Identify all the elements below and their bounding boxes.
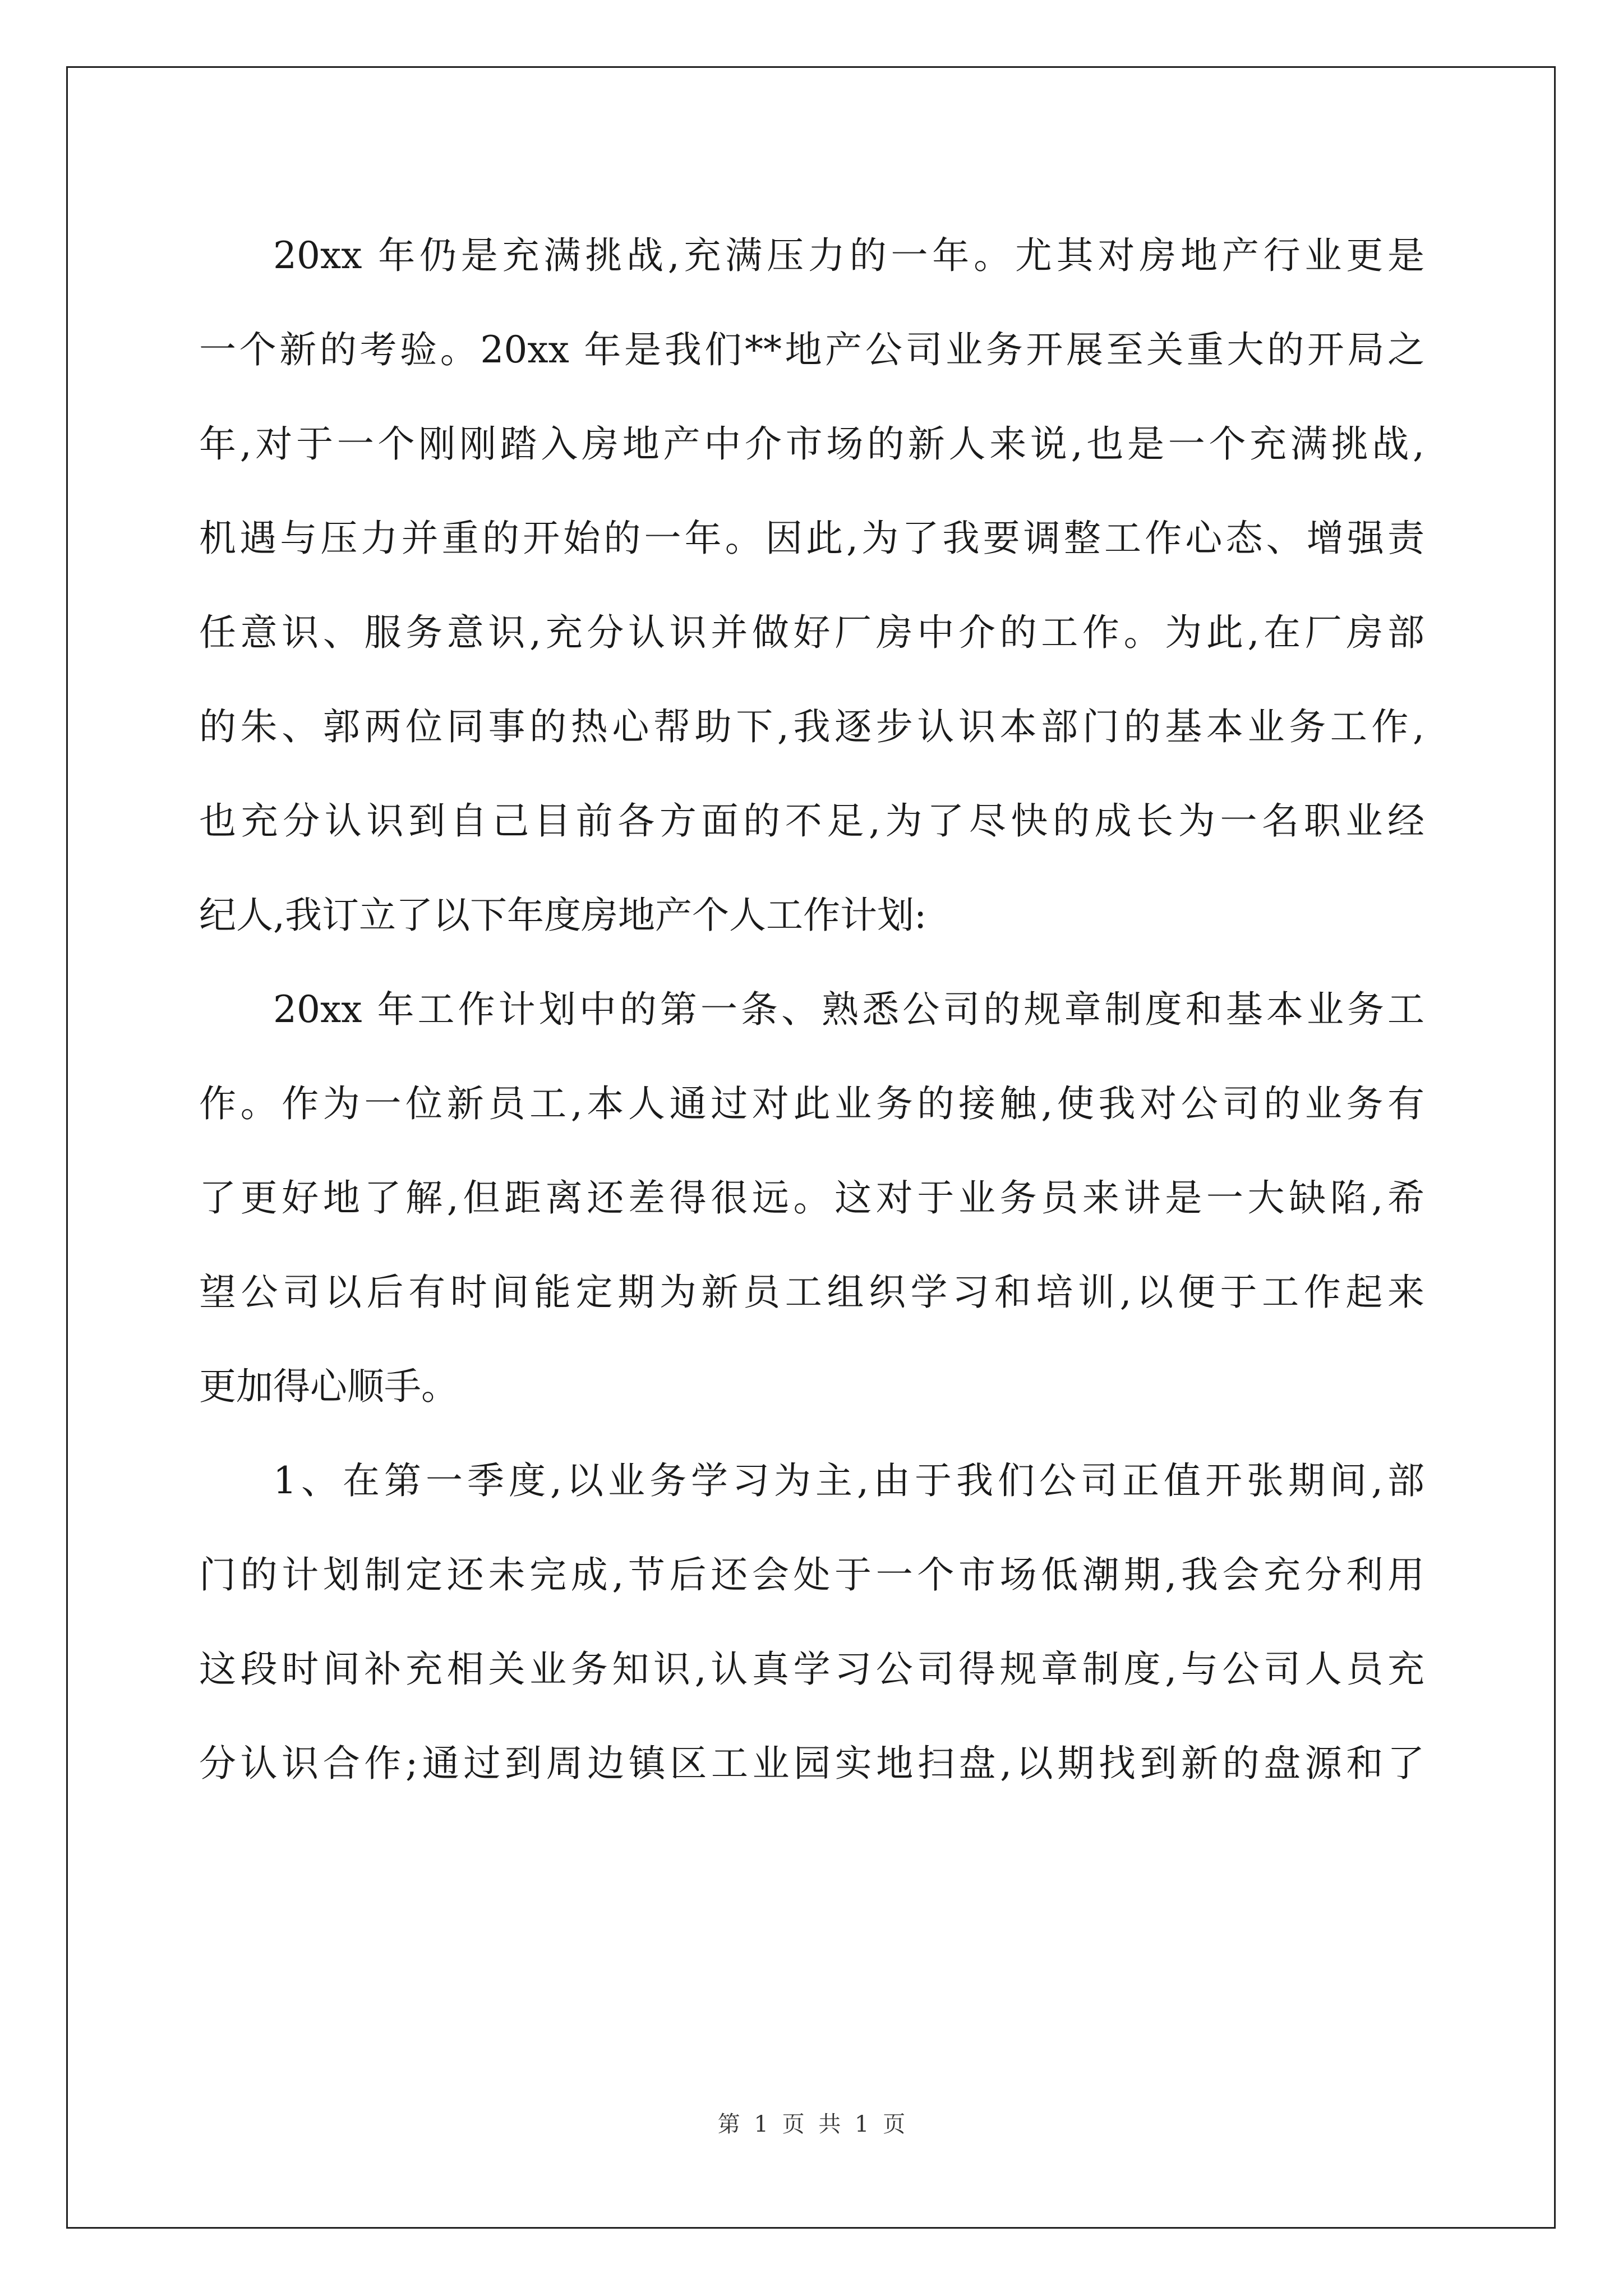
text-line: 年,对于一个刚刚踏入房地产中介市场的新人来说,也是一个充满挑战, [199, 422, 1424, 466]
document-body [199, 209, 1424, 1811]
text-line: 1、在第一季度,以业务学习为主,由于我们公司正值开张期间,部 [273, 1459, 1424, 1502]
text-line: 门的计划制定还未完成,节后还会处于一个市场低潮期,我会充分利用 [199, 1553, 1424, 1596]
page-number: 第 1 页 共 1 页 [717, 2111, 906, 2137]
text-line: 任意识、服务意识,充分认识并做好厂房中介的工作。为此,在厂房部 [199, 611, 1424, 654]
text-line: 的朱、郭两位同事的热心帮助下,我逐步认识本部门的基本业务工作, [199, 705, 1424, 748]
text-line: 更加得心顺手。 [199, 1365, 458, 1408]
paragraph [199, 1434, 1424, 1811]
text-line: 也充分认识到自己目前各方面的不足,为了尽快的成长为一名职业经 [199, 799, 1424, 843]
text-line: 望公司以后有时间能定期为新员工组织学习和培训,以便于工作起来 [199, 1271, 1424, 1314]
page-footer [0, 2106, 1623, 2138]
text-line: 纪人,我订立了以下年度房地产个人工作计划: [199, 894, 927, 937]
text-line: 了更好地了解,但距离还差得很远。这对于业务员来讲是一大缺陷,希 [199, 1176, 1424, 1220]
text-line: 作。作为一位新员工,本人通过对此业务的接触,使我对公司的业务有 [199, 1082, 1424, 1125]
text-line: 分认识合作;通过到周边镇区工业园实地扫盘,以期找到新的盘源和了 [199, 1742, 1424, 1785]
text-line: 20xx 年工作计划中的第一条、熟悉公司的规章制度和基本业务工 [273, 988, 1424, 1031]
text-line: 这段时间补充相关业务知识,认真学习公司得规章制度,与公司人员充 [199, 1648, 1424, 1691]
text-line: 20xx 年仍是充满挑战,充满压力的一年。尤其对房地产行业更是 [273, 234, 1424, 277]
text-line: 一个新的考验。20xx 年是我们**地产公司业务开展至关重大的开局之 [199, 328, 1424, 371]
text-line: 机遇与压力并重的开始的一年。因此,为了我要调整工作心态、增强责 [199, 517, 1424, 560]
paragraph [199, 963, 1424, 1434]
paragraph [199, 209, 1424, 963]
